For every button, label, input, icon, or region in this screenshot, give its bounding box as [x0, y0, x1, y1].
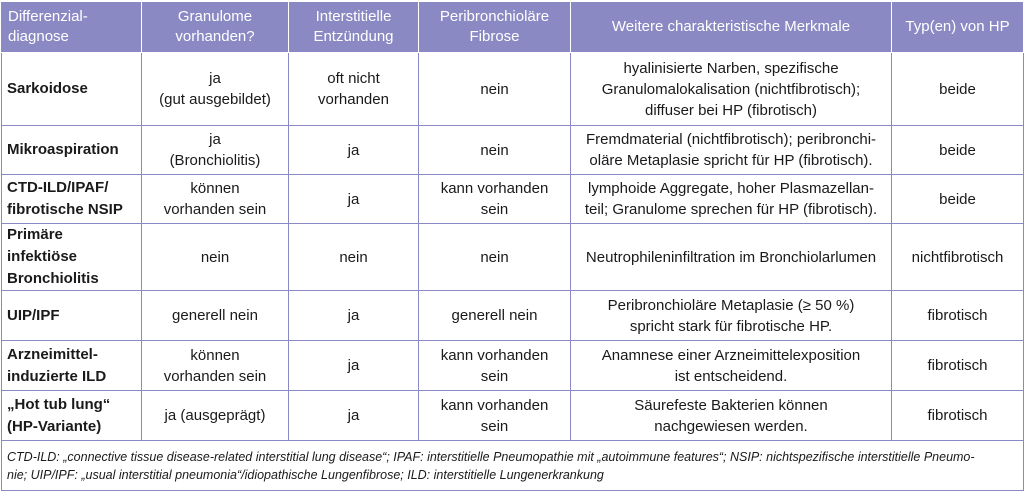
- differential-diagnosis-table: [1, 1, 1024, 491]
- cell-entzuendung: ja: [289, 175, 419, 224]
- table-row: [2, 175, 1024, 224]
- cell-diagnose: Mikroaspiration: [2, 126, 142, 175]
- cell-diagnose: Primäre infektiöse Bronchiolitis: [2, 224, 142, 291]
- header-diagnose: Differenzial- diagnose: [2, 2, 142, 53]
- table-row: [2, 53, 1024, 126]
- table-row: [2, 224, 1024, 291]
- cell-typ: fibrotisch: [892, 391, 1024, 441]
- header-row: [2, 2, 1024, 53]
- cell-merkmale: hyalinisierte Narben, spezifische Granulomalokalisation (nichtfibrotisch); diffuser bei HP (fibrotisch): [571, 53, 892, 126]
- table-row: [2, 391, 1024, 441]
- cell-typ: beide: [892, 175, 1024, 224]
- cell-granulome: ja (gut ausgebildet): [142, 53, 289, 126]
- cell-fibrose: kann vorhanden sein: [419, 175, 571, 224]
- cell-diagnose: Sarkoidose: [2, 53, 142, 126]
- cell-typ: beide: [892, 126, 1024, 175]
- header-typ: Typ(en) von HP: [892, 2, 1024, 53]
- cell-fibrose: kann vorhanden sein: [419, 341, 571, 391]
- cell-granulome: nein: [142, 224, 289, 291]
- cell-entzuendung: ja: [289, 391, 419, 441]
- table-row: [2, 291, 1024, 341]
- cell-merkmale: lymphoide Aggregate, hoher Plasmazellan- teil; Granulome sprechen für HP (fibrotisch).: [571, 175, 892, 224]
- cell-granulome: ja (Bronchiolitis): [142, 126, 289, 175]
- cell-diagnose: UIP/IPF: [2, 291, 142, 341]
- cell-diagnose: „Hot tub lung“ (HP-Variante): [2, 391, 142, 441]
- cell-entzuendung: ja: [289, 126, 419, 175]
- cell-diagnose: Arzneimittel- induzierte ILD: [2, 341, 142, 391]
- cell-entzuendung: oft nicht vorhanden: [289, 53, 419, 126]
- cell-merkmale: Peribronchioläre Metaplasie (≥ 50 %) spricht stark für fibrotische HP.: [571, 291, 892, 341]
- header-entzuendung: Interstitielle Entzündung: [289, 2, 419, 53]
- header-granulome: Granulome vorhanden?: [142, 2, 289, 53]
- cell-granulome: können vorhanden sein: [142, 175, 289, 224]
- table-row: [2, 126, 1024, 175]
- table-footnote: CTD-ILD: „connective tissue disease-related interstitial lung disease“; IPAF: interstitielle Pneumopathie mit „autoimmune features“; NSIP: nichtspezifische interstitielle Pneumo- nie; UIP/IPF: „usual interstitial pneumonia“/idiopathische Lungenfibrose; ILD: interstitielle Lungenerkrankung: [2, 441, 1024, 491]
- cell-diagnose: CTD-ILD/IPAF/ fibrotische NSIP: [2, 175, 142, 224]
- cell-fibrose: nein: [419, 53, 571, 126]
- footnote-row: [2, 441, 1024, 491]
- cell-granulome: generell nein: [142, 291, 289, 341]
- header-merkmale: Weitere charakteristische Merkmale: [571, 2, 892, 53]
- cell-granulome: können vorhanden sein: [142, 341, 289, 391]
- cell-merkmale: Anamnese einer Arzneimittelexposition ist entscheidend.: [571, 341, 892, 391]
- header-fibrose: Peribronchioläre Fibrose: [419, 2, 571, 53]
- cell-fibrose: nein: [419, 224, 571, 291]
- cell-fibrose: generell nein: [419, 291, 571, 341]
- cell-merkmale: Neutrophileninfiltration im Bronchiolarlumen: [571, 224, 892, 291]
- cell-entzuendung: nein: [289, 224, 419, 291]
- cell-granulome: ja (ausgeprägt): [142, 391, 289, 441]
- cell-typ: nichtfibrotisch: [892, 224, 1024, 291]
- cell-entzuendung: ja: [289, 291, 419, 341]
- cell-entzuendung: ja: [289, 341, 419, 391]
- cell-merkmale: Fremdmaterial (nichtfibrotisch); peribronchi- oläre Metaplasie spricht für HP (fibrotisch).: [571, 126, 892, 175]
- cell-merkmale: Säurefeste Bakterien können nachgewiesen werden.: [571, 391, 892, 441]
- cell-fibrose: kann vorhanden sein: [419, 391, 571, 441]
- cell-fibrose: nein: [419, 126, 571, 175]
- cell-typ: fibrotisch: [892, 341, 1024, 391]
- cell-typ: fibrotisch: [892, 291, 1024, 341]
- cell-typ: beide: [892, 53, 1024, 126]
- table-row: [2, 341, 1024, 391]
